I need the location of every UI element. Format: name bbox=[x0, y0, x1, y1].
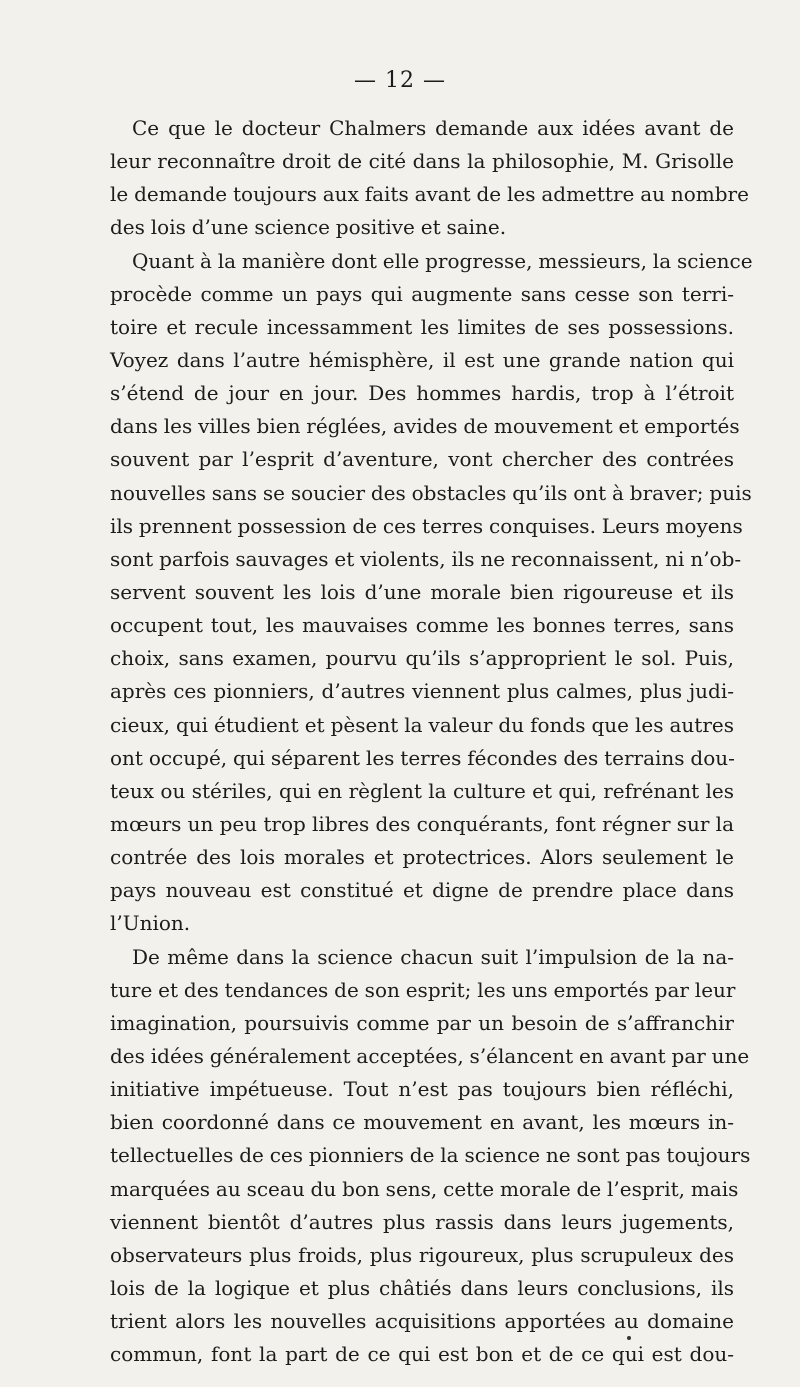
text-line: De même dans la science chacun suit l’impulsion de la na- bbox=[132, 944, 734, 969]
text-line: servent souvent les lois d’une morale bien rigoureuse et ils bbox=[110, 579, 734, 604]
text-line: viennent bientôt d’autres plus rassis dans leurs jugements, bbox=[110, 1209, 734, 1234]
text-line: des idées généralement acceptées, s’élancent en avant par une bbox=[110, 1043, 750, 1068]
text-line: ont occupé, qui séparent les terres fécondes des terrains dou- bbox=[110, 745, 735, 770]
ink-speck bbox=[627, 1336, 631, 1340]
text-line: Ce que le docteur Chalmers demande aux idées avant de bbox=[132, 116, 734, 140]
text-line: dans les villes bien réglées, avides de mouvement et emportés bbox=[110, 414, 740, 439]
text-line: nouvelles sans se soucier des obstacles qu’ils ont à braver; puis bbox=[110, 480, 752, 505]
text-line: choix, sans examen, pourvu qu’ils s’approprient le sol. Puis, bbox=[110, 646, 734, 671]
text-line: marquées au sceau du bon sens, cette morale de l’esprit, mais bbox=[110, 1176, 739, 1201]
body-text bbox=[110, 112, 753, 1371]
text-line: ture et des tendances de son esprit; les uns emportés par leur bbox=[110, 977, 736, 1002]
text-line: occupent tout, les mauvaises comme les bonnes terres, sans bbox=[110, 613, 734, 638]
text-line: s’étend de jour en jour. Des hommes hardis, trop à l’étroit bbox=[110, 381, 734, 406]
text-line: Voyez dans l’autre hémisphère, il est une grande nation qui bbox=[110, 347, 734, 372]
page-number: — 12 — bbox=[354, 68, 446, 93]
text-line: procède comme un pays qui augmente sans cesse son terri- bbox=[110, 281, 734, 306]
text-line: mœurs un peu trop libres des conquérants, font régner sur la bbox=[110, 811, 734, 836]
text-line: des lois d’une science positive et saine. bbox=[110, 215, 507, 240]
text-line: toire et recule incessamment les limites de ses possessions. bbox=[110, 314, 734, 339]
text-line: lois de la logique et plus châtiés dans leurs conclusions, ils bbox=[110, 1275, 734, 1300]
text-line: sont parfois sauvages et violents, ils ne reconnaissent, ni n’ob- bbox=[110, 546, 742, 571]
text-line: ils prennent possession de ces terres conquises. Leurs moyens bbox=[110, 513, 743, 538]
text-line: leur reconnaître droit de cité dans la philosophie, M. Grisolle bbox=[110, 149, 734, 174]
text-line: initiative impétueuse. Tout n’est pas toujours bien réfléchi, bbox=[110, 1077, 734, 1102]
text-line: Quant à la manière dont elle progresse, messieurs, la science bbox=[132, 248, 753, 273]
text-line: imagination, poursuivis comme par un besoin de s’affranchir bbox=[110, 1010, 734, 1035]
text-line: après ces pionniers, d’autres viennent plus calmes, plus judi- bbox=[110, 679, 734, 704]
text-line: l’Union. bbox=[110, 911, 191, 936]
text-line: cieux, qui étudient et pèsent la valeur du fonds que les autres bbox=[110, 712, 734, 737]
text-line: souvent par l’esprit d’aventure, vont chercher des contrées bbox=[110, 447, 734, 472]
text-line: le demande toujours aux faits avant de les admettre au nombre bbox=[110, 182, 749, 207]
text-line: observateurs plus froids, plus rigoureux, plus scrupuleux des bbox=[110, 1242, 734, 1267]
text-line: tellectuelles de ces pionniers de la science ne sont pas toujours bbox=[110, 1143, 751, 1168]
text-line: pays nouveau est constitué et digne de prendre place dans bbox=[110, 878, 734, 903]
text-line: teux ou stériles, qui en règlent la culture et qui, refrénant les bbox=[110, 778, 734, 803]
text-line: contrée des lois morales et protectrices. Alors seulement le bbox=[110, 845, 734, 870]
text-line: commun, font la part de ce qui est bon et de ce qui est dou- bbox=[110, 1342, 734, 1367]
text-line: bien coordonné dans ce mouvement en avant, les mœurs in- bbox=[110, 1110, 734, 1135]
text-line: trient alors les nouvelles acquisitions apportées au domaine bbox=[110, 1309, 734, 1334]
